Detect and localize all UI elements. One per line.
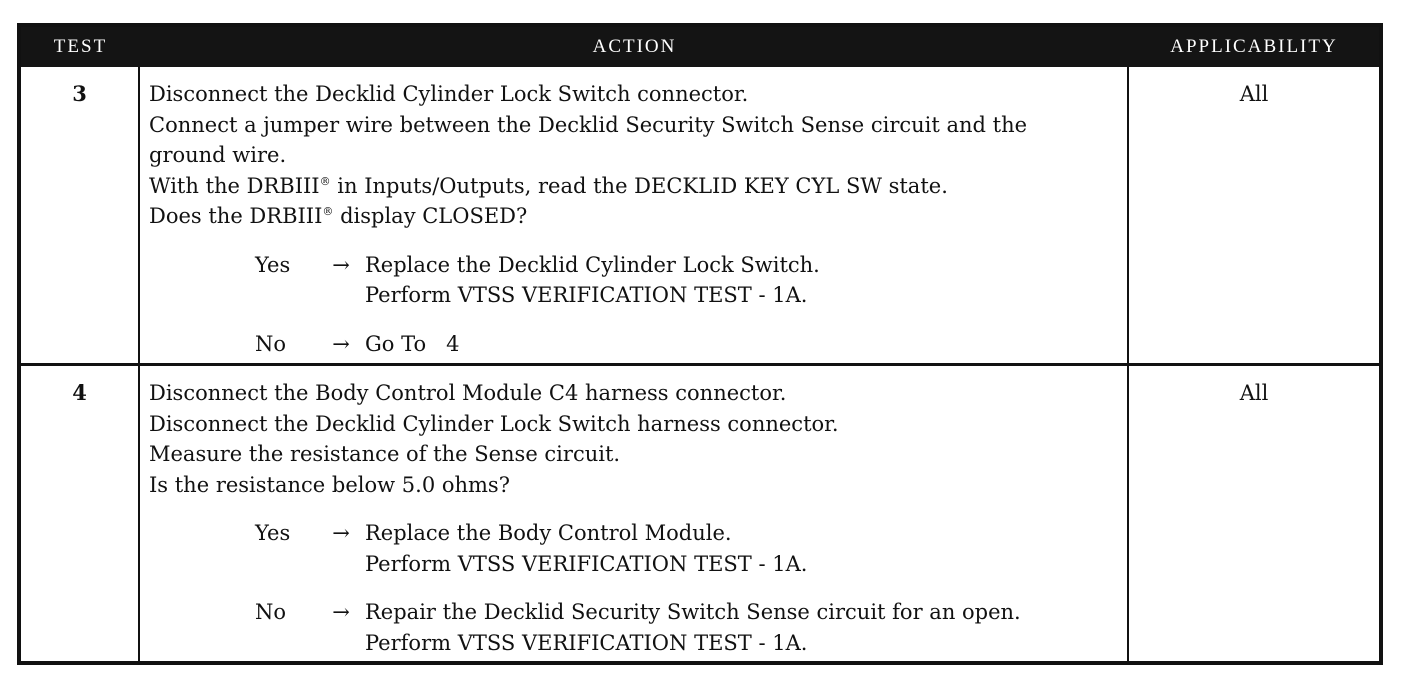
- applicability-cell: All: [1239, 381, 1269, 405]
- branch-line: Perform VTSS VERIFICATION TEST - 1A.: [365, 551, 808, 576]
- branch-result: [365, 518, 1119, 579]
- action-step: Does the DRBIII® display CLOSED?: [149, 204, 528, 228]
- branch-label: No: [255, 331, 287, 356]
- arrow-icon: →: [332, 521, 350, 545]
- arrow-icon: →: [332, 252, 350, 277]
- branch-line: Replace the Body Control Module.: [365, 521, 732, 545]
- branch-no: [255, 329, 1119, 360]
- action-step: Disconnect the Decklid Cylinder Lock Switch connector.: [149, 82, 749, 106]
- branch-yes: [255, 250, 1119, 311]
- branch-line: Perform VTSS VERIFICATION TEST - 1A.: [365, 630, 808, 655]
- branch-label: No: [255, 600, 287, 624]
- column-header-applicability: APPLICABILITY: [1129, 27, 1379, 67]
- action-step: Disconnect the Body Control Module C4 harness connector.: [149, 381, 787, 405]
- branch-result: [365, 597, 1119, 658]
- action-step: Measure the resistance of the Sense circuit.: [149, 442, 621, 466]
- column-header-action: ACTION: [140, 27, 1129, 67]
- branch-result: [365, 250, 1119, 311]
- branch-result: [365, 329, 1119, 360]
- branch-yes: [255, 518, 1119, 579]
- action-step: Disconnect the Decklid Cylinder Lock Switch harness connector.: [149, 411, 839, 436]
- arrow-icon: →: [332, 331, 350, 356]
- diagnostic-test-table: [17, 23, 1383, 665]
- branch-no: [255, 597, 1119, 658]
- registered-mark: ®: [322, 205, 334, 218]
- arrow-icon: →: [332, 600, 350, 624]
- action-step: With the DRBIII® in Inputs/Outputs, read the DECKLID KEY CYL SW state.: [149, 173, 948, 198]
- action-step: Connect a jumper wire between the Decklid Security Switch Sense circuit and the: [149, 112, 1028, 137]
- branch-line: Perform VTSS VERIFICATION TEST - 1A.: [365, 283, 808, 307]
- action-step: Is the resistance below 5.0 ohms?: [149, 472, 510, 497]
- branch-line: Repair the Decklid Security Switch Sense circuit for an open.: [365, 600, 1021, 624]
- action-cell: [140, 366, 1129, 661]
- action-cell: [140, 67, 1129, 366]
- branch-line: Replace the Decklid Cylinder Lock Switch.: [365, 252, 820, 277]
- action-step: ground wire.: [149, 143, 287, 167]
- registered-mark: ®: [319, 174, 331, 188]
- branch-label: Yes: [255, 521, 291, 545]
- branch-label: Yes: [255, 252, 291, 277]
- applicability-cell: All: [1129, 67, 1379, 366]
- test-number-cell: 4: [21, 366, 140, 661]
- branch-line: Go To 4: [365, 331, 460, 356]
- test-number-cell: 3: [21, 67, 140, 366]
- column-header-test: TEST: [21, 27, 140, 67]
